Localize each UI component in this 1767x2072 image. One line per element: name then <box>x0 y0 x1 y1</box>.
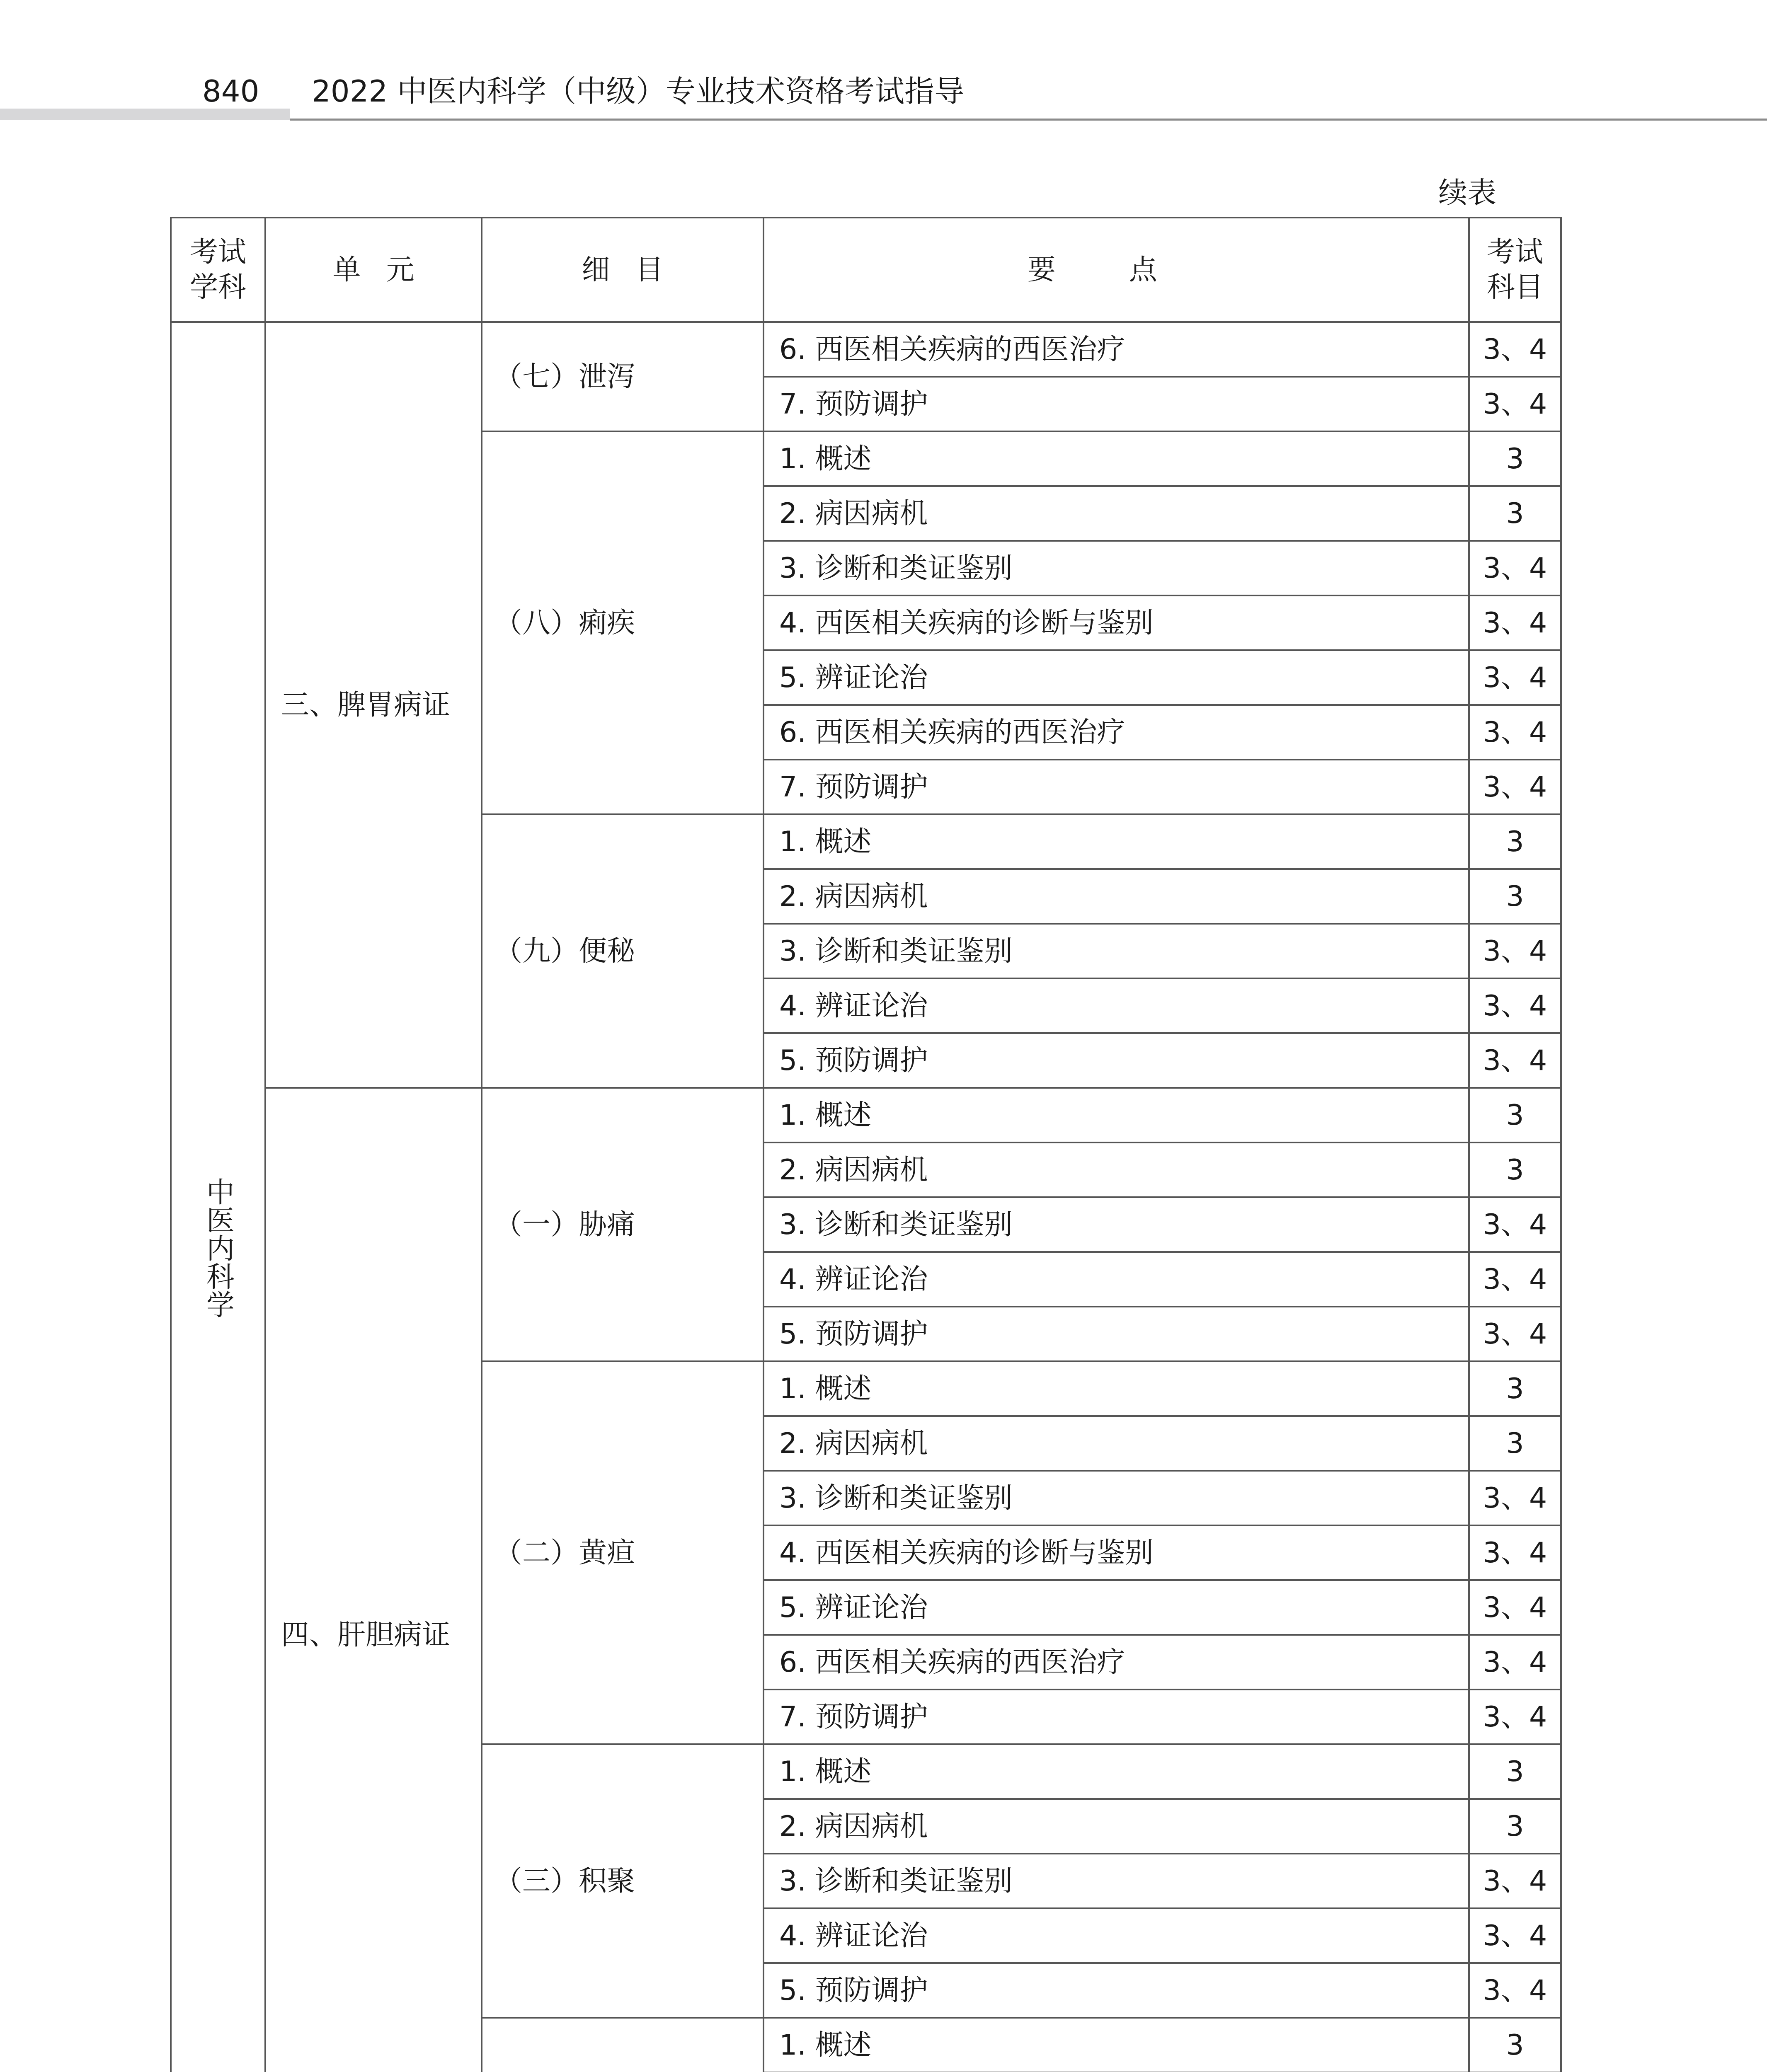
exam-cell: 3 <box>1469 486 1561 541</box>
exam-cell: 3、4 <box>1469 760 1561 814</box>
exam-cell: 3、4 <box>1469 322 1561 377</box>
table-body <box>171 322 1561 2072</box>
subject-cell <box>171 322 265 2072</box>
point-cell: 1. 概述 <box>764 1361 1469 1416</box>
exam-cell: 3、4 <box>1469 705 1561 760</box>
exam-cell: 3 <box>1469 1143 1561 1197</box>
detail-cell <box>482 2018 764 2072</box>
exam-cell: 3 <box>1469 869 1561 924</box>
header-unit: 单元 <box>265 218 482 322</box>
header-subject-line1: 考试 <box>189 236 246 269</box>
header-exam <box>1469 218 1561 322</box>
exam-cell: 3、4 <box>1469 1033 1561 1088</box>
point-cell: 2. 病因病机 <box>764 1799 1469 1854</box>
exam-cell: 3、4 <box>1469 541 1561 595</box>
unit-cell: 四、肝胆病证 <box>265 1088 482 2072</box>
exam-cell: 3 <box>1469 1088 1561 1143</box>
point-cell: 4. 西医相关疾病的诊断与鉴别 <box>764 1525 1469 1580</box>
exam-cell: 3、4 <box>1469 1252 1561 1307</box>
book-title: 2022 中医内科学（中级）专业技术资格考试指导 <box>312 74 965 109</box>
table-row <box>171 322 1561 377</box>
point-cell: 2. 病因病机 <box>764 869 1469 924</box>
exam-cell: 3、4 <box>1469 595 1561 650</box>
point-cell: 1. 概述 <box>764 1744 1469 1799</box>
header-rule <box>290 119 1767 121</box>
point-cell: 5. 预防调护 <box>764 1307 1469 1361</box>
detail-cell: （三）积聚 <box>482 1744 764 2018</box>
point-cell: 7. 预防调护 <box>764 377 1469 431</box>
point-cell: 7. 预防调护 <box>764 1690 1469 1744</box>
point-cell: 3. 诊断和类证鉴别 <box>764 541 1469 595</box>
detail-cell: （二）黄疸 <box>482 1361 764 1744</box>
point-cell: 2. 病因病机 <box>764 486 1469 541</box>
point-cell: 7. 预防调护 <box>764 760 1469 814</box>
point-cell: 6. 西医相关疾病的西医治疗 <box>764 322 1469 377</box>
point-cell: 1. 概述 <box>764 814 1469 869</box>
point-cell: 6. 西医相关疾病的西医治疗 <box>764 705 1469 760</box>
point-cell: 4. 辨证论治 <box>764 1908 1469 1963</box>
point-cell: 1. 概述 <box>764 431 1469 486</box>
header-exam-line2: 科目 <box>1486 271 1543 304</box>
point-cell: 4. 辨证论治 <box>764 1252 1469 1307</box>
exam-cell: 3、4 <box>1469 1580 1561 1635</box>
point-cell: 2. 病因病机 <box>764 1143 1469 1197</box>
point-cell: 4. 西医相关疾病的诊断与鉴别 <box>764 595 1469 650</box>
exam-cell: 3 <box>1469 1799 1561 1854</box>
header-subject <box>171 218 265 322</box>
header-exam-line1: 考试 <box>1486 236 1543 269</box>
point-cell: 5. 辨证论治 <box>764 1580 1469 1635</box>
exam-cell: 3 <box>1469 1361 1561 1416</box>
header-subject-line2: 学科 <box>189 271 246 304</box>
exam-cell: 3 <box>1469 814 1561 869</box>
exam-cell: 3、4 <box>1469 1690 1561 1744</box>
exam-cell: 3 <box>1469 1416 1561 1471</box>
point-cell: 5. 预防调护 <box>764 1963 1469 2018</box>
unit-cell: 三、脾胃病证 <box>265 322 482 1088</box>
exam-cell: 3、4 <box>1469 1197 1561 1252</box>
subject-label: 中医内科学 <box>201 1177 235 1318</box>
exam-cell: 3、4 <box>1469 650 1561 705</box>
exam-cell: 3、4 <box>1469 1908 1561 1963</box>
page-number: 840 <box>202 74 259 109</box>
point-cell: 1. 概述 <box>764 2018 1469 2072</box>
exam-cell: 3、4 <box>1469 1963 1561 2018</box>
detail-cell: （八）痢疾 <box>482 431 764 814</box>
point-cell: 5. 预防调护 <box>764 1033 1469 1088</box>
table-row <box>171 1088 1561 1143</box>
detail-cell: （九）便秘 <box>482 814 764 1088</box>
header-point: 要点 <box>764 218 1469 322</box>
exam-cell: 3 <box>1469 431 1561 486</box>
point-cell: 3. 诊断和类证鉴别 <box>764 1854 1469 1908</box>
exam-cell: 3、4 <box>1469 1635 1561 1690</box>
point-cell: 6. 西医相关疾病的西医治疗 <box>764 1635 1469 1690</box>
point-cell: 5. 辨证论治 <box>764 650 1469 705</box>
exam-cell: 3、4 <box>1469 1471 1561 1525</box>
detail-cell: （一）胁痛 <box>482 1088 764 1361</box>
exam-cell: 3、4 <box>1469 1307 1561 1361</box>
point-cell: 3. 诊断和类证鉴别 <box>764 924 1469 978</box>
point-cell: 2. 病因病机 <box>764 1416 1469 1471</box>
syllabus-table <box>170 217 1562 2072</box>
table-header-row <box>171 218 1561 322</box>
point-cell: 3. 诊断和类证鉴别 <box>764 1197 1469 1252</box>
detail-cell: （七）泄泻 <box>482 322 764 431</box>
exam-cell: 3、4 <box>1469 924 1561 978</box>
exam-cell: 3、4 <box>1469 978 1561 1033</box>
exam-cell: 3 <box>1469 2018 1561 2072</box>
point-cell: 3. 诊断和类证鉴别 <box>764 1471 1469 1525</box>
header-detail: 细目 <box>482 218 764 322</box>
continued-label: 续表 <box>1438 176 1496 210</box>
exam-cell: 3、4 <box>1469 1854 1561 1908</box>
header-accent-bar <box>0 109 290 120</box>
exam-cell: 3、4 <box>1469 1525 1561 1580</box>
point-cell: 4. 辨证论治 <box>764 978 1469 1033</box>
point-cell: 1. 概述 <box>764 1088 1469 1143</box>
exam-cell: 3、4 <box>1469 377 1561 431</box>
exam-cell: 3 <box>1469 1744 1561 1799</box>
